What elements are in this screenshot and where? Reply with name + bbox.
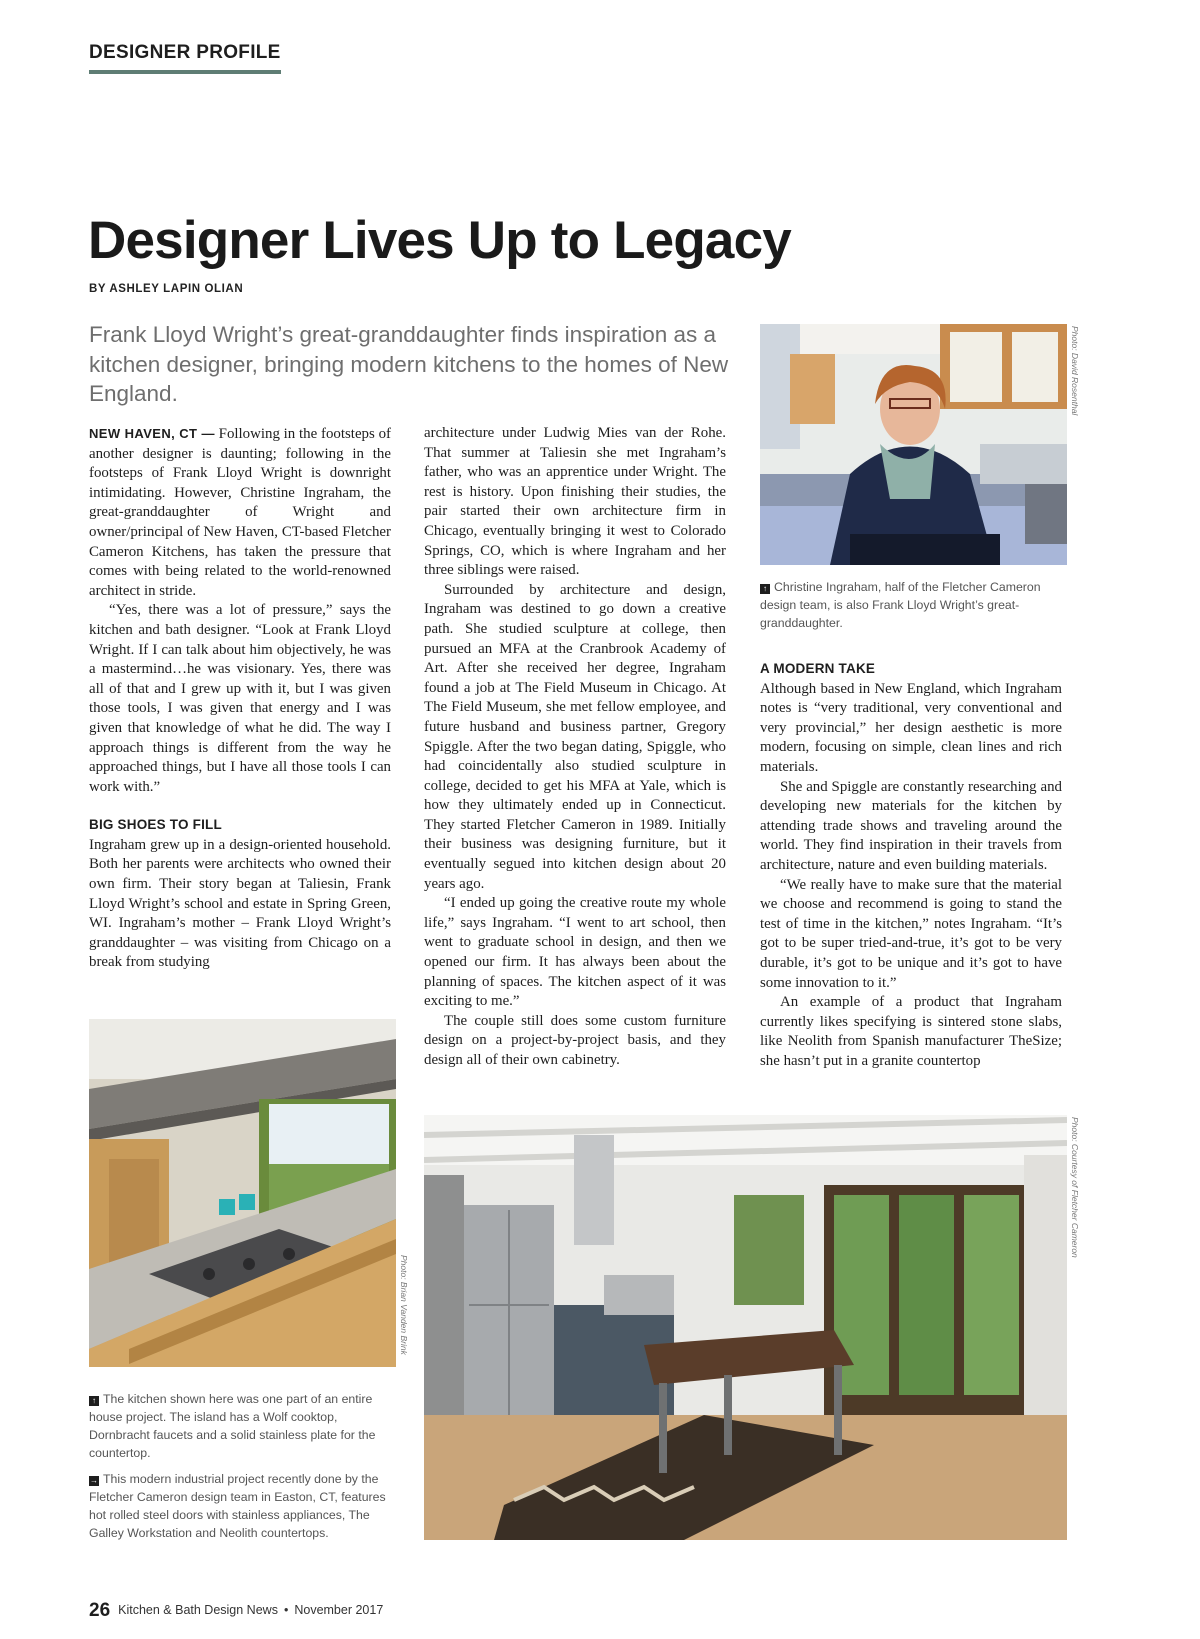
photo-credit: Photo: David Rosenthal xyxy=(1070,326,1080,416)
paragraph: Although based in New England, which Ingraham notes is “very traditional, very conventional and very provincial,” her design aesthetic is more modern, focusing on simple, clean lines and rich materials. xyxy=(760,680,1062,775)
footer-separator: • xyxy=(283,1603,289,1617)
headline: Designer Lives Up to Legacy xyxy=(88,211,791,270)
paragraph xyxy=(89,424,391,601)
paragraph: “We really have to make sure that the material we choose and recommend is going to stand the test of time in the kitchen,” notes Ingraham. “It’s got to be super tried-and-true, it’s got to be very durable, it’s got to be unique and it’s got to have some innovation to it.” xyxy=(760,876,1062,991)
article-column-1 xyxy=(89,424,391,973)
section-label: DESIGNER PROFILE xyxy=(89,42,281,74)
page-footer xyxy=(89,1600,383,1622)
paragraph: Ingraham grew up in a design-oriented household. Both her parents were architects who owned their own firm. Their story began at Taliesin, Frank Lloyd Wright’s school and estate in Spring Green, WI. Ingraham’s mother – Frank Lloyd Wright’s granddaughter – was visiting from Chicago on a break from studying xyxy=(89,836,391,971)
byline: BY ASHLEY LAPIN OLIAN xyxy=(89,283,244,295)
caption-text: Christine Ingraham, half of the Fletcher Cameron design team, is also Frank Lloyd Wright’s great-granddaughter. xyxy=(760,580,1041,630)
photo-credit: Photo: Brian Vanden Brink xyxy=(399,1255,409,1355)
caption-portrait xyxy=(760,578,1072,632)
paragraph: An example of a product that Ingraham currently likes specifying is sintered stone slabs, like Neolith from Spanish manufacturer TheSize; she hasn’t put in a granite countertop xyxy=(760,994,1062,1069)
caption-kitchen-1 xyxy=(89,1390,401,1462)
article-column-2 xyxy=(424,424,726,1071)
page-number: 26 xyxy=(89,1600,111,1621)
arrow-right-icon: → xyxy=(90,1476,98,1485)
kitchen-photo-2 xyxy=(424,1115,1067,1540)
publication-name: Kitchen & Bath Design News xyxy=(118,1603,278,1617)
caption-text: The kitchen shown here was one part of an entire house project. The island has a Wolf cooktop, Dornbracht faucets and a solid stainless plate for the countertop. xyxy=(89,1392,376,1460)
paragraph: architecture under Ludwig Mies van der Rohe. That summer at Taliesin she met Ingraham’s father, who was an apprentice under Wright. The rest is history. Upon finishing their studies, the pair started their own architecture firm in Chicago, eventually bringing it west to Colorado Springs, CO, which is where Ingraham and her three siblings were raised. xyxy=(424,425,726,579)
dek: Frank Lloyd Wright’s great-granddaughter finds inspiration as a kitchen designer, bringing modern kitchens to the homes of New England. xyxy=(89,322,729,406)
paragraph: Surrounded by architecture and design, Ingraham was destined to go down a creative path. She studied sculpture at college, then pursued an MFA at the Cranbrook Academy of Art. After she received her degree, Ingraham found a job at The Field Museum in Chicago. At The Field Museum, she met fellow employee, and future husband and business partner, Gregory Spiggle. After the two began dating, Spiggle, who had coincidentally also studied sculpture in college, decided to get his MFA at Yale, which is how they ultimately ended up in Connecticut. They started Fletcher Cameron in 1989. Initially their business was designing furniture, but it eventually segued into kitchen design about 20 years ago. xyxy=(424,581,726,892)
caption-text: This modern industrial project recently done by the Fletcher Cameron design team in Easton, CT, features hot rolled steel doors with stainless appliances, The Galley Workstation and Neolith countertops. xyxy=(89,1472,386,1540)
portrait-photo xyxy=(760,324,1067,565)
article-column-3 xyxy=(760,659,1062,1071)
paragraph: The couple still does some custom furniture design on a project-by-project basis, and they design all of their own cabinetry. xyxy=(424,1012,726,1068)
issue-date: November 2017 xyxy=(294,1603,384,1617)
subhead-modern-take: A MODERN TAKE xyxy=(760,661,876,676)
paragraph: “Yes, there was a lot of pressure,” says the kitchen and bath designer. “Look at Frank Lloyd Wright. If I can talk about him objectively, he was a mastermind…he was visionary. Yes, there was all of that and I grew up with it, but I was given those tools, I was given that energy and I was given that knowledge of what he did. The way I approach things is different from the way he approached things, but I have all those tools I can work with.” xyxy=(89,602,391,795)
dateline: NEW HAVEN, CT — xyxy=(89,426,215,441)
photo-credit: Photo: Courtesy of Fletcher Cameron xyxy=(1070,1117,1080,1258)
paragraph: She and Spiggle are constantly researching and developing new materials for the kitchen by attending trade shows and traveling around the world. They find inspiration in their travels from architecture, nature and even building materials. xyxy=(760,778,1062,873)
subhead-big-shoes: BIG SHOES TO FILL xyxy=(89,817,222,833)
arrow-up-icon: ↑ xyxy=(89,1396,99,1406)
kitchen-photo-1 xyxy=(89,1019,396,1367)
caption-kitchen-2 xyxy=(89,1470,401,1542)
paragraph: “I ended up going the creative route my whole life,” says Ingraham. “I went to art school, then went to graduate school in design, and then we opened our firm. It has always been about the planning of spaces. The kitchen aspect of it was exciting to me.” xyxy=(424,895,726,1010)
arrow-up-icon: ↑ xyxy=(760,584,770,594)
paragraph-text: Following in the footsteps of another designer is daunting; following in the footsteps of Frank Lloyd Wright is downright intimidating. However, Christine Ingraham, the great-granddaughter of Wright and owner/principal of New Haven, CT-based Fletcher Cameron Kitchens, has taken the pressure that comes with being related to the world-renowned architect in stride. xyxy=(89,426,391,599)
